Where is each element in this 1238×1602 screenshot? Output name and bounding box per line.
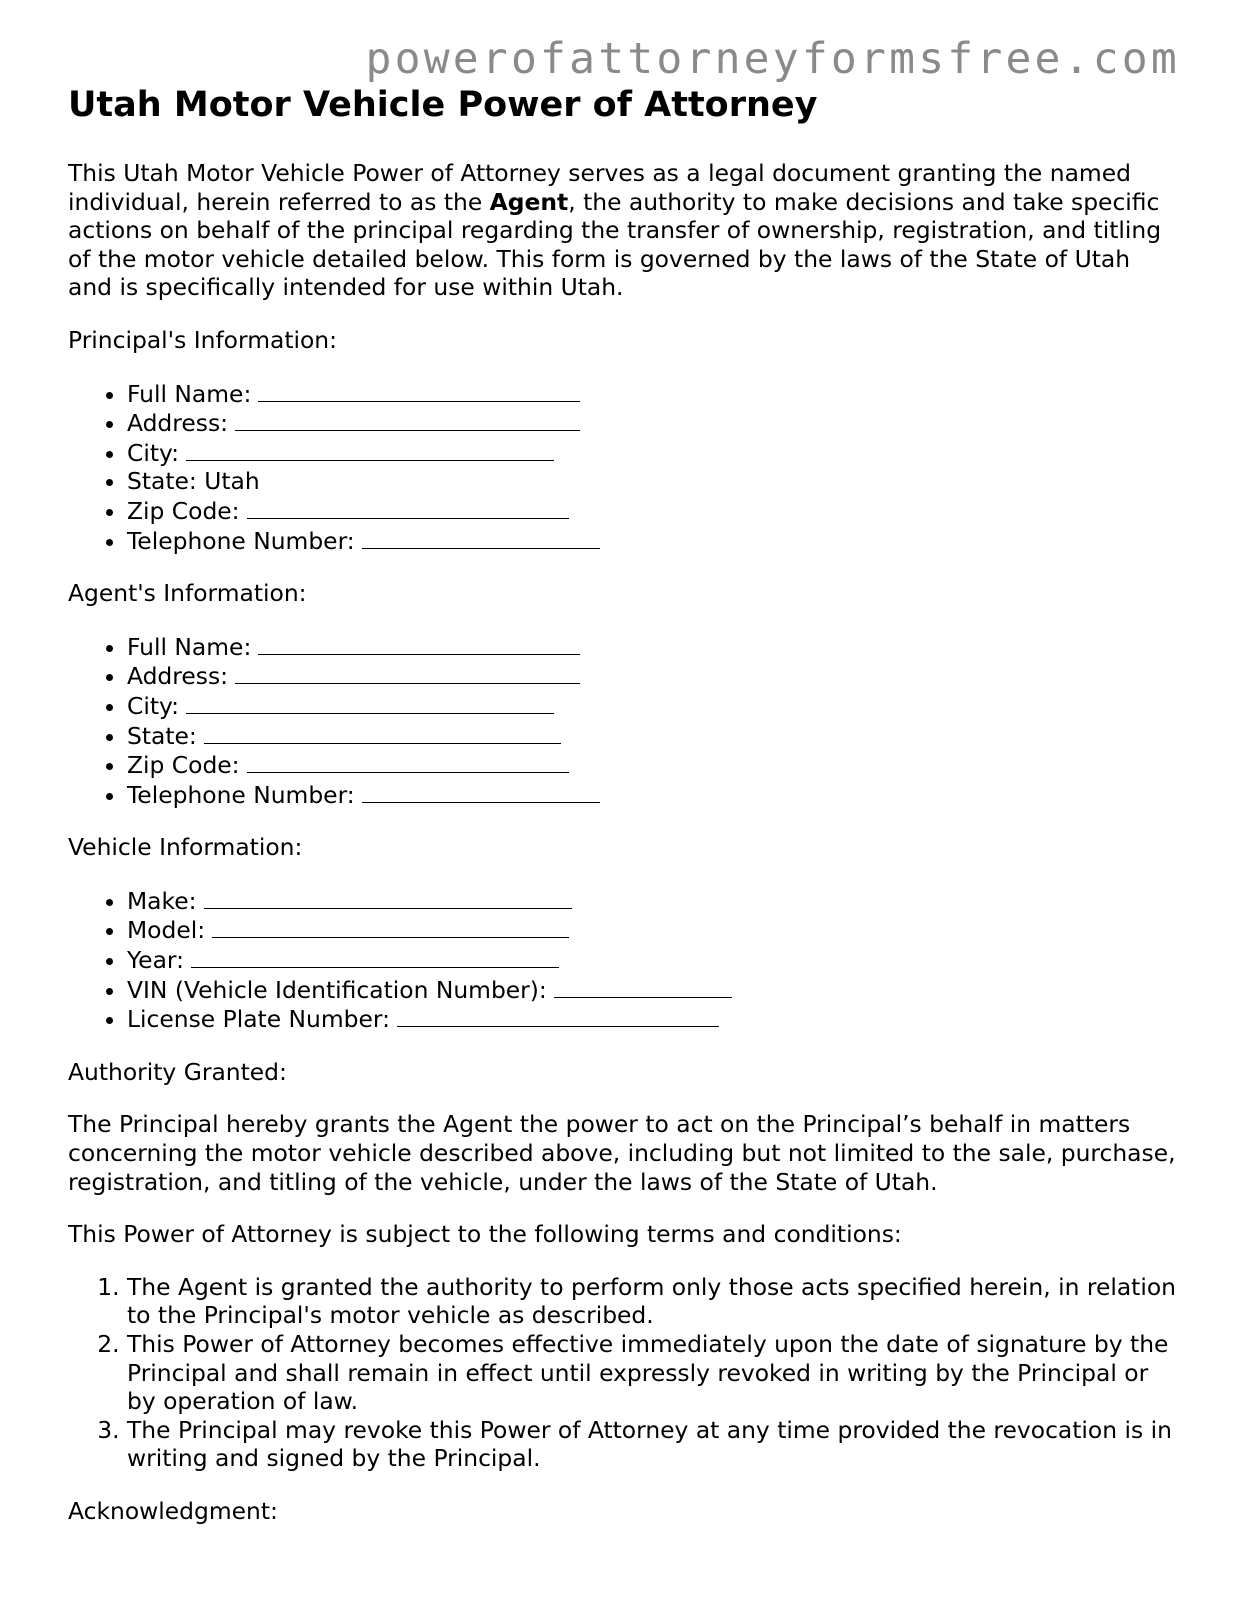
principal-full-name-item: [127, 379, 1178, 409]
intro-text-part1: This Utah Motor Vehicle Power of Attorney serves as a legal document granting the named individual, herein referred to as the: [68, 159, 1131, 216]
term-item: 3. The Principal may revoke this Power of Attorney at any time provided the revocation is in writing and signed by the Principal.: [127, 1416, 1178, 1473]
agent-state-blank[interactable]: [204, 721, 561, 744]
field-label: Year:: [127, 946, 184, 975]
field-label: Address:: [127, 409, 229, 438]
vehicle-plate-blank[interactable]: [397, 1004, 719, 1027]
watermark: powerofattorneyformsfree.com: [365, 34, 1180, 84]
vehicle-make-item: [127, 886, 1178, 916]
field-label: Zip Code:: [127, 751, 240, 780]
principal-zip-blank[interactable]: [247, 496, 569, 519]
intro-agent-term: Agent: [489, 187, 569, 216]
authority-section-label: Authority Granted:: [68, 1057, 287, 1086]
field-label: Full Name:: [127, 632, 252, 661]
field-label: Full Name:: [127, 379, 252, 408]
principal-phone-blank[interactable]: [362, 526, 600, 549]
terms-list: [68, 1273, 1178, 1473]
agent-phone-item: [127, 780, 1178, 810]
vehicle-plate-item: [127, 1004, 1178, 1034]
field-label: Telephone Number:: [127, 780, 355, 809]
intro-paragraph: [68, 159, 1178, 302]
vehicle-model-item: [127, 915, 1178, 945]
principal-section-label: Principal's Information:: [68, 325, 338, 354]
principal-address-blank[interactable]: [235, 408, 580, 431]
field-label: Make:: [127, 886, 197, 915]
vehicle-year-blank[interactable]: [191, 945, 559, 968]
vehicle-vin-item: [127, 975, 1178, 1005]
field-label: Address:: [127, 662, 229, 691]
vehicle-section-label: Vehicle Information:: [68, 833, 303, 862]
field-label: State:: [127, 721, 197, 750]
principal-state-item: [127, 467, 1178, 496]
principal-city-item: [127, 438, 1178, 468]
agent-section-label: Agent's Information:: [68, 579, 307, 608]
acknowledgment-section-label: Acknowledgment:: [68, 1496, 278, 1525]
terms-intro: This Power of Attorney is subject to the following terms and conditions:: [68, 1220, 902, 1249]
vehicle-vin-blank[interactable]: [554, 975, 732, 998]
field-label: License Plate Number:: [127, 1005, 390, 1034]
field-label: Zip Code:: [127, 496, 240, 525]
agent-state-item: [127, 721, 1178, 751]
principal-full-name-blank[interactable]: [258, 379, 580, 402]
field-label: VIN (Vehicle Identification Number):: [127, 975, 547, 1004]
agent-city-item: [127, 691, 1178, 721]
field-label: Telephone Number:: [127, 526, 355, 555]
agent-fields-list: [68, 632, 1178, 810]
agent-full-name-blank[interactable]: [258, 632, 580, 655]
intro-text-part2: , the authority to make decisions and take specific actions on behalf of the principal regarding the transfer of ownership, registration, and titling of the motor vehicle detailed below. This form is governed by the laws of the State of Utah and is specifically intended for use within Utah.: [68, 187, 1162, 302]
principal-zip-item: [127, 496, 1178, 526]
field-label: State: Utah: [127, 467, 260, 496]
field-label: City:: [127, 438, 180, 467]
term-item: 1. The Agent is granted the authority to perform only those acts specified herein, in relation to the Principal's motor vehicle as described.: [127, 1273, 1178, 1330]
vehicle-make-blank[interactable]: [204, 886, 572, 909]
agent-zip-item: [127, 750, 1178, 780]
agent-zip-blank[interactable]: [247, 750, 569, 773]
vehicle-year-item: [127, 945, 1178, 975]
document-body: [68, 86, 1178, 1526]
authority-paragraph: The Principal hereby grants the Agent the power to act on the Principal’s behalf in matters concerning the motor vehicle described above, including but not limited to the sale, purchase, registration, and titling of the vehicle, under the laws of the State of Utah.: [68, 1110, 1176, 1196]
vehicle-model-blank[interactable]: [212, 915, 569, 938]
agent-city-blank[interactable]: [186, 691, 554, 714]
agent-phone-blank[interactable]: [362, 780, 600, 803]
agent-full-name-item: [127, 632, 1178, 662]
agent-address-blank[interactable]: [235, 661, 580, 684]
principal-fields-list: [68, 379, 1178, 556]
agent-address-item: [127, 661, 1178, 691]
principal-address-item: [127, 408, 1178, 438]
principal-phone-item: [127, 526, 1178, 556]
vehicle-fields-list: [68, 886, 1178, 1034]
field-label: Model:: [127, 916, 206, 945]
field-label: City:: [127, 691, 180, 720]
principal-city-blank[interactable]: [186, 438, 554, 461]
term-item: 2. This Power of Attorney becomes effective immediately upon the date of signature by the Principal and shall remain in effect until expressly revoked in writing by the Principal or by operation of law.: [127, 1330, 1178, 1416]
document-title: Utah Motor Vehicle Power of Attorney: [68, 85, 818, 125]
